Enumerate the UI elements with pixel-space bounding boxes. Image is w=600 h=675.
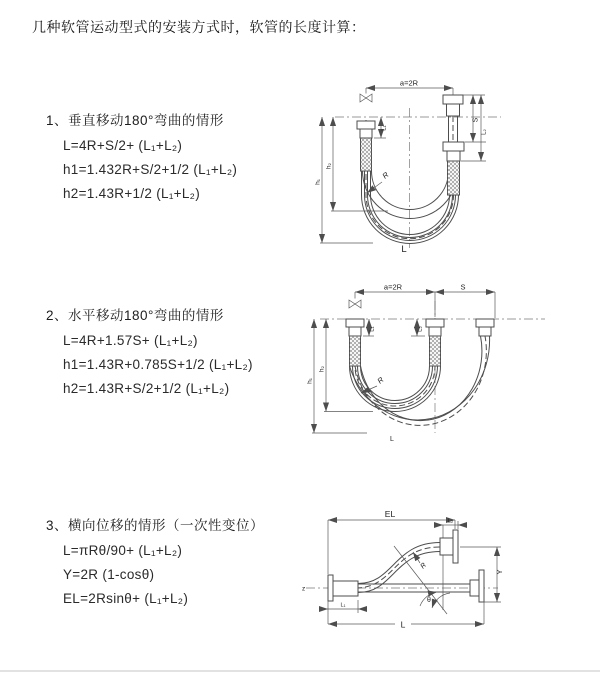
angle-label: θ <box>427 597 431 604</box>
formula-l: L=4R+1.57S+ (L₁+L₂) <box>63 333 198 348</box>
radius-label: R <box>419 561 428 571</box>
formula-el: EL=2Rsinθ+ (L₁+L₂) <box>63 591 189 606</box>
braid-hatch <box>430 336 441 366</box>
dimension-l1 <box>320 600 366 613</box>
hose-position-original <box>362 171 459 244</box>
right-end-fitting-lower <box>443 142 464 195</box>
formula-l: L=4R+S/2+ (L₁+L₂) <box>63 138 183 153</box>
dim-label-l1: L₁ <box>369 326 376 332</box>
braid-hatch <box>448 161 460 195</box>
radius-label: R <box>380 170 391 181</box>
right-end-fitting-upper <box>443 95 463 116</box>
hose-position-moved <box>363 116 458 219</box>
radius-callout <box>361 375 386 393</box>
dim-label-el: EL <box>384 509 396 519</box>
section-1-heading: 1、垂直移动180°弯曲的情形 <box>46 113 224 128</box>
left-end-fitting <box>357 121 375 171</box>
dimension-h2 <box>319 319 374 412</box>
dimension-a2r <box>360 79 453 103</box>
dim-label-y: Y <box>495 569 504 575</box>
right-end-fitting-moved <box>476 319 494 336</box>
section-1 <box>46 109 237 201</box>
radius-label: R <box>375 375 386 386</box>
right-flange <box>470 570 484 602</box>
left-end-fitting <box>346 319 364 366</box>
length-label: L <box>400 619 406 630</box>
length-label: L <box>401 244 407 255</box>
formula-h1: h1=1.43R+0.785S+1/2 (L₁+L₂) <box>63 357 253 372</box>
dimension-a2r <box>349 283 435 318</box>
braid-hatch <box>350 336 361 366</box>
section-2 <box>46 304 253 396</box>
formula-h2: h2=1.43R+1/2 (L₁+L₂) <box>63 186 201 201</box>
formula-y: Y=2R (1-cosθ) <box>63 567 155 582</box>
dim-label-l2: L₂ <box>447 518 454 525</box>
dim-label-l1: L₁ <box>340 602 346 609</box>
dim-label-l2: L₂ <box>481 129 488 135</box>
diagram-lateral-displacement <box>298 506 598 654</box>
dim-label-a2r: a=2R <box>383 282 403 292</box>
left-flange <box>328 575 358 601</box>
dim-label-s: S <box>472 117 480 123</box>
section-3-heading: 3、横向位移的情形（一次性变位） <box>46 518 265 533</box>
dim-label-h1: h₁ <box>306 378 314 384</box>
hose-position-original <box>350 325 441 412</box>
dimension-h2 <box>326 117 389 211</box>
dimension-l1 <box>363 319 376 336</box>
page-title: 几种软管运动型式的安装方式时，软管的长度计算： <box>32 19 366 35</box>
diagram-horizontal-180-bend <box>305 281 595 461</box>
dim-label-h2: h₂ <box>318 365 326 373</box>
dim-label-s: S <box>460 282 466 292</box>
dim-label-a2r: a=2R <box>399 78 419 88</box>
dimension-l2 <box>411 319 425 336</box>
dim-label-h2: h₂ <box>325 162 333 170</box>
dim-label-l1: L₁ <box>381 125 388 131</box>
formula-h2: h2=1.43R+S/2+1/2 (L₁+L₂) <box>63 381 230 396</box>
formula-h1: h1=1.432R+S/2+1/2 (L₁+L₂) <box>63 162 238 177</box>
hose-position-moved <box>350 336 490 425</box>
hose-s-curve <box>356 543 440 593</box>
bowtie-centerline-icon <box>360 94 372 102</box>
dimension-l2 <box>461 95 488 161</box>
dimension-s <box>435 283 495 319</box>
dimension-l1 <box>374 117 388 138</box>
section-2-heading: 2、水平移动180°弯曲的情形 <box>46 308 224 323</box>
diagram-vertical-180-bend <box>315 76 587 256</box>
formula-l: L=πRθ/90+ (L₁+L₂) <box>63 543 183 558</box>
middle-end-fitting <box>426 319 444 366</box>
break-mark: z <box>302 585 306 593</box>
bowtie-centerline-icon <box>349 300 361 308</box>
dimension-l <box>328 601 484 630</box>
dim-label-l2: L₂ <box>417 326 424 332</box>
braid-hatch <box>361 138 372 171</box>
page-bottom-edge <box>0 670 600 672</box>
length-label: L <box>390 436 394 443</box>
section-3 <box>46 514 264 606</box>
dimension-el <box>328 509 455 574</box>
dim-label-h1: h₁ <box>315 179 322 185</box>
